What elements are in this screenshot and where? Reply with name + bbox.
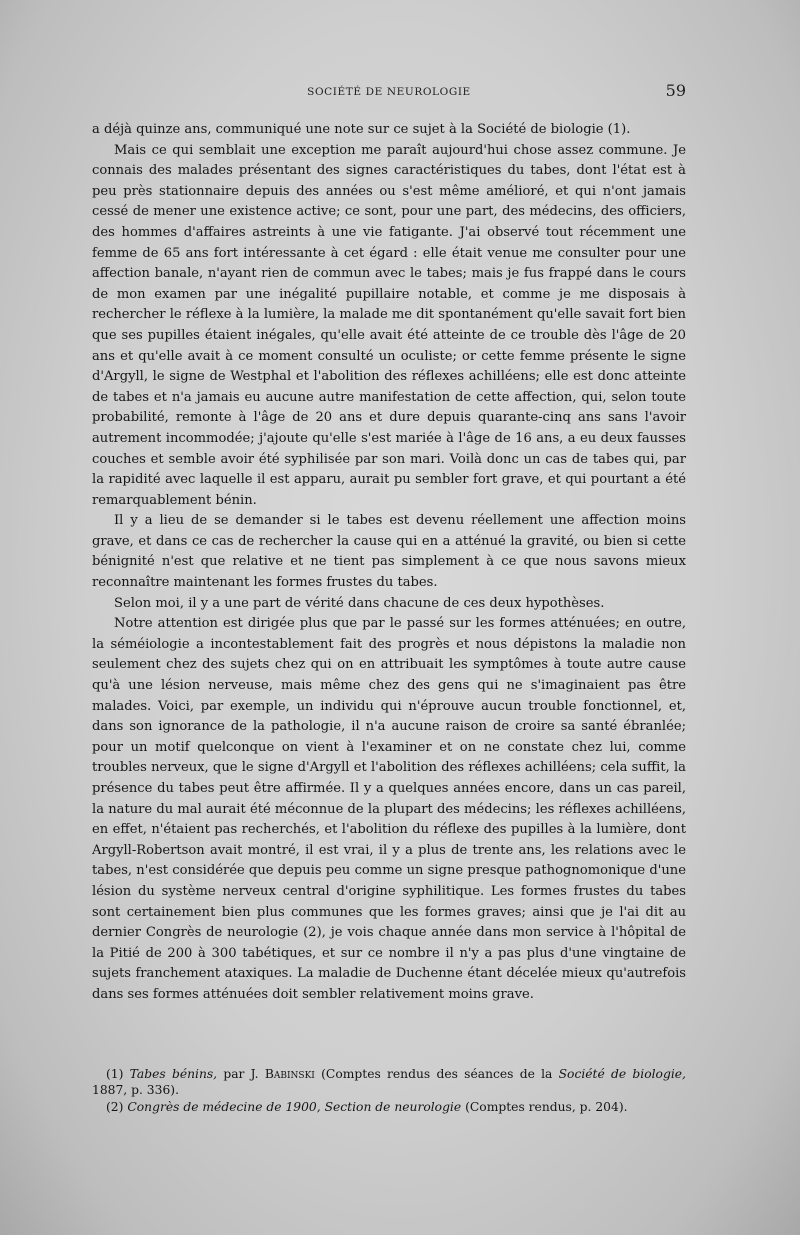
footnote-section: Section de neurologie: [324, 1099, 462, 1114]
footnote-journal: Société de biologie,: [558, 1067, 686, 1081]
footnote-title: Congrès de médecine de 1900,: [127, 1099, 321, 1114]
footnote-2: [92, 1099, 686, 1115]
paragraph: Notre attention est dirigée plus que par le passé sur les formes atténuées; en outre, la séméiologie a incontestablement fait des progrès et nous dépistons la maladie non seulement chez des sujets chez qui on en attribuait les symptômes à toute autre cause qu'à une lésion nerveuse, mais même chez des gens qui ne s'imaginaient pas être malades. Voici, par exemple, un individu qui n'éprouve aucun trouble fonctionnel, et, dans son ignorance de la pathologie, il n'a aucune raison de croire sa santé ébranlée; pour un motif quelconque on vient à l'examiner et on ne constate chez lui, comme troubles nerveux, que le signe d'Argyll et l'abolition des réflexes achilléens; cela suffit, la présence du tabes peut être affirmée. Il y a quelques années encore, dans un cas pareil, la nature du mal aurait été méconnue de la plupart des médecins; les réflexes achilléens, en effet, n'étaient pas recherchés, et l'abolition du réflexe des pupilles à la lumière, dont Argyll-Robertson avait montré, il est vrai, il y a plus de trente ans, les relations avec le tabes, n'est considérée que depuis peu comme un signe presque pathognomonique d'une lésion du système nerveux central d'origine syphilitique. Les formes frustes du tabes sont certainement bien plus communes que les formes graves; ainsi que je l'ai dit au dernier Congrès de neurologie (2), je vois chaque année dans mon service à l'hôpital de la Pitié de 200 à 300 tabétiques, et sur ce nombre il n'y a pas plus d'une vingtaine de sujets franchement ataxiques. La maladie de Duchenne étant décelée mieux qu'autrefois dans ses formes atténuées doit sembler relativement moins grave.: [92, 616, 686, 1002]
footnotes: [92, 1066, 686, 1115]
paragraph: Mais ce qui semblait une exception me paraît aujourd'hui chose assez commune. Je connais des malades présentant des signes caractéristiques du tabes, dont l'état est à peu près stationnaire depuis des années ou s'est même amélioré, et qui n'ont jamais cessé de mener une existence active; ce sont, pour une part, des médecins, des officiers, des hommes d'affaires astreints à une vie fatigante. J'ai observé tout récemment une femme de 65 ans fort intéressante à cet égard : elle était venue me consulter pour une affection banale, n'ayant rien de commun avec le tabes; mais je fus frappé dans le cours de mon examen par une inégalité pupillaire notable, et comme je me disposais à rechercher le réflexe à la lumière, la malade me dit spontanément qu'elle savait fort bien que ses pupilles étaient inégales, qu'elle avait été atteinte de ce trouble dès l'âge de 20 ans et qu'elle avait à ce moment consulté un oculiste; or cette femme présente le signe d'Argyll, le signe de Westphal et l'abolition des réflexes achilléens; elle est donc atteinte de tabes et n'a jamais eu aucune autre manifestation de cette affection, qui, selon toute probabilité, remonte à l'âge de 20 ans et dure depuis quarante-cinq ans sans l'avoir autrement incommodée; j'ajoute qu'elle s'est mariée à l'âge de 16 ans, a eu deux fausses couches et semble avoir été syphilisée par son mari. Voilà donc un cas de tabes qui, par la rapidité avec laquelle il est apparu, aurait pu sembler fort grave, et qui pourtant a été remarquablement bénin.: [92, 142, 686, 508]
footnote-details: (Comptes rendus, p. 204).: [465, 1099, 628, 1114]
paragraph-continued: a déjà quinze ans, communiqué une note sur ce sujet à la Société de biologie (1).: [92, 122, 631, 137]
paragraph: Il y a lieu de se demander si le tabes est devenu réellement une affection moins grave, et dans ce cas de rechercher la cause qui en a atténué la gravité, ou bien si cette bénignité n'est que relative et ne tient pas simplement à ce que nous savons mieux reconnaître maintenant les formes frustes du tabes.: [92, 513, 686, 591]
footnote-marker: (1): [106, 1067, 124, 1081]
footnote-desc: (Comptes rendus des séances de la: [321, 1067, 553, 1081]
footnote-author: Babinski: [264, 1067, 315, 1081]
page-number: 59: [665, 81, 686, 100]
footnote-title: Tabes bénins,: [129, 1067, 218, 1081]
page-header: [92, 81, 686, 106]
footnote-marker: (2): [106, 1099, 124, 1114]
footnote-1: [92, 1066, 686, 1099]
running-head: SOCIÉTÉ DE NEUROLOGIE: [307, 86, 471, 98]
body-text: [92, 120, 686, 1006]
paragraph: Selon moi, il y a une part de vérité dans chacune de ces deux hypothèses.: [114, 595, 605, 611]
footnote-details: 1887, p. 336).: [92, 1083, 179, 1098]
footnote-by: par J.: [223, 1067, 259, 1081]
